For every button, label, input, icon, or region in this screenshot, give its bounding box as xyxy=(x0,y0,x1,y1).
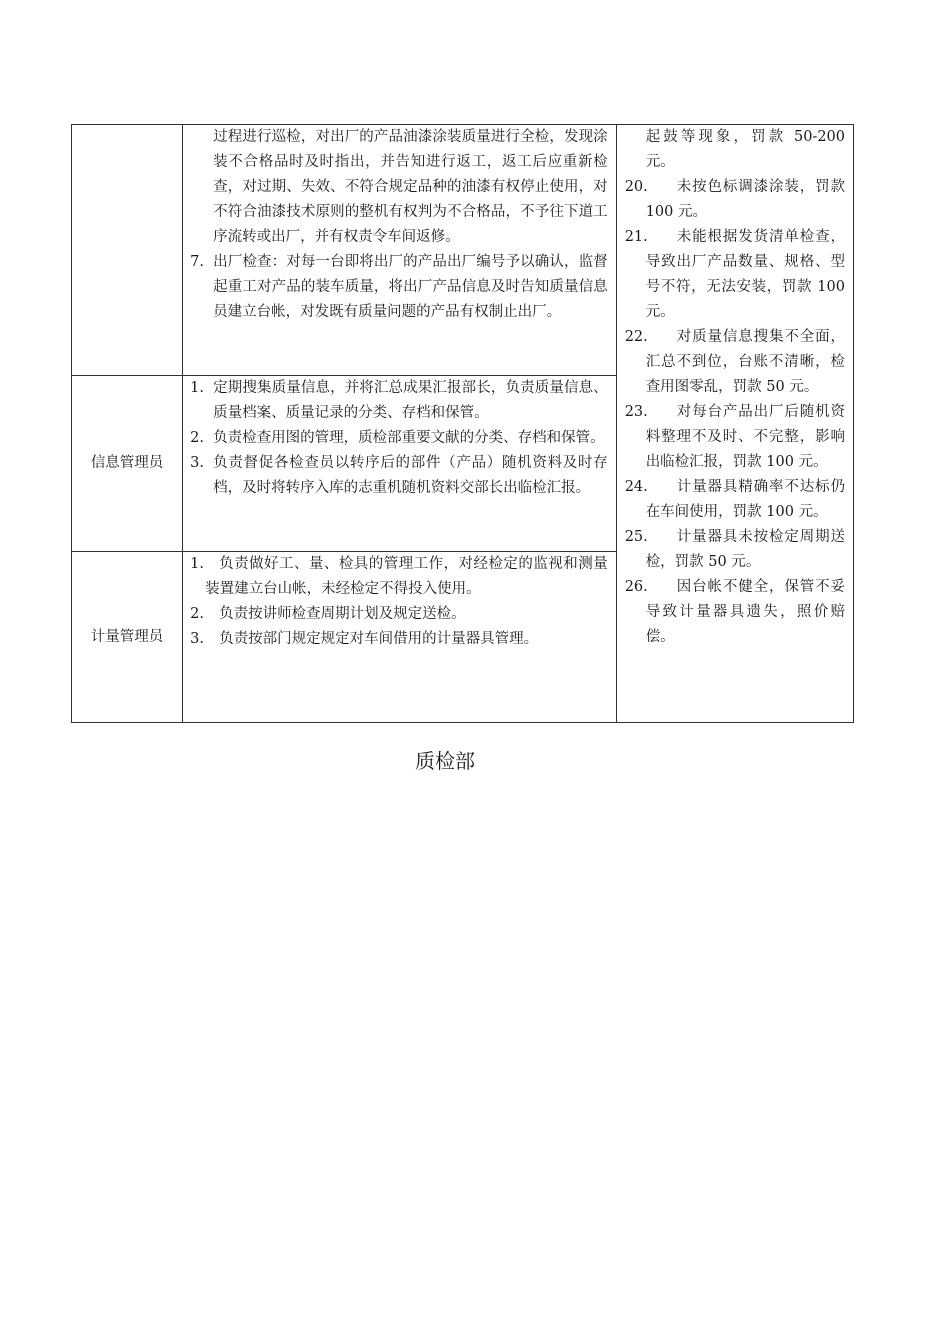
responsibility-table xyxy=(71,124,854,723)
role-cell-empty xyxy=(72,125,183,376)
item-text: 负责督促各检查员以转序后的部件（产品）随机资料及时存档，及时将转序入库的志重机随机资料交部长出临检汇报。 xyxy=(213,455,608,496)
item-text: 负责按讲师检查周期计划及规定送检。 xyxy=(219,606,466,622)
item-text: 负责做好工、量、检具的管理工作，对经检定的监视和测量装置建立台山帐，未经检定不得投入使用。 xyxy=(205,556,608,597)
item-number: 2. xyxy=(190,606,204,622)
item-text: 对每台产品出厂后随机资料整理不及时、不完整，影响出临检汇报，罚款 100 元。 xyxy=(645,404,845,470)
item-text: 因台帐不健全，保管不妥导致计量器具遗失，照价赔偿。 xyxy=(645,579,845,645)
list-item xyxy=(625,225,845,325)
duty-continuation: 过程进行巡检，对出厂的产品油漆涂装质量进行全检，发现涂装不合格品时及时指出，并告知进行返工，返工后应重新检查，对过期、失效、不符合规定品种的油漆有权停止使用，对不符合油漆技术原则的整机有权判为不合格品，不予往下道工序流转或出厂，并有权责令车间返修。 xyxy=(213,129,608,245)
duty-list xyxy=(190,376,608,501)
department-signature: 质检部 xyxy=(415,749,475,773)
item-text: 定期搜集质量信息，并将汇总成果汇报部长，负责质量信息、质量档案、质量记录的分类、存档和保管。 xyxy=(213,380,608,421)
item-number: 2. xyxy=(190,430,204,446)
duty-cell-inspector xyxy=(183,125,617,376)
list-item xyxy=(190,426,608,451)
item-text: 未能根据发货清单检查，导致出厂产品数量、规格、型号不符，无法安装，罚款 100 元。 xyxy=(645,229,845,320)
list-item xyxy=(190,376,608,426)
list-item xyxy=(190,602,608,627)
list-item xyxy=(625,175,845,225)
role-label: 计量管理员 xyxy=(90,628,164,645)
item-text: 出厂检查：对每一台即将出厂的产品出厂编号予以确认，监督起重工对产品的装车质量，将出厂产品信息及时告知质量信息员建立台帐，对发既有质量问题的产品有权制止出厂。 xyxy=(213,254,608,320)
list-item xyxy=(625,575,845,650)
role-cell-metrology-manager xyxy=(72,552,183,723)
table-row xyxy=(72,125,854,376)
list-item xyxy=(190,250,608,325)
item-number: 1. xyxy=(190,556,204,572)
duty-cell-metrology-manager xyxy=(183,552,617,723)
item-number: 24. xyxy=(624,479,648,495)
item-number: 1. xyxy=(190,380,204,396)
item-text: 计量器具未按检定周期送检，罚款 50 元。 xyxy=(645,529,845,570)
item-number: 26. xyxy=(624,579,648,595)
duty-cell-info-manager xyxy=(183,376,617,552)
item-number: 21. xyxy=(624,229,648,245)
duty-list xyxy=(190,250,608,325)
item-text: 未按色标调漆涂装，罚款 100 元。 xyxy=(645,179,845,220)
penalty-list xyxy=(625,175,845,650)
penalty-continuation: 起鼓等现象，罚款 50-200 元。 xyxy=(645,129,845,170)
list-item xyxy=(625,325,845,400)
item-text: 负责按部门规定规定对车间借用的计量器具管理。 xyxy=(219,631,539,647)
item-number: 23. xyxy=(624,404,648,420)
role-cell-info-manager xyxy=(72,376,183,552)
penalty-cell xyxy=(616,125,853,723)
item-text: 负责检查用图的管理，质检部重要文献的分类、存档和保管。 xyxy=(213,430,605,446)
duty-list xyxy=(190,552,608,652)
item-text: 对质量信息搜集不全面，汇总不到位，台账不清晰，检查用图零乱，罚款 50 元。 xyxy=(645,329,845,395)
item-number: 25. xyxy=(624,529,648,545)
list-item xyxy=(190,627,608,652)
item-number: 3. xyxy=(190,631,204,647)
list-item xyxy=(625,400,845,475)
item-number: 20. xyxy=(624,179,648,195)
item-text: 计量器具精确率不达标仍在车间使用，罚款 100 元。 xyxy=(645,479,845,520)
item-number: 7. xyxy=(190,254,204,270)
list-item xyxy=(625,525,845,575)
list-item xyxy=(190,552,608,602)
list-item xyxy=(190,451,608,501)
item-number: 3. xyxy=(190,455,204,471)
role-label: 信息管理员 xyxy=(90,455,164,471)
list-item xyxy=(625,475,845,525)
item-number: 22. xyxy=(624,329,648,345)
